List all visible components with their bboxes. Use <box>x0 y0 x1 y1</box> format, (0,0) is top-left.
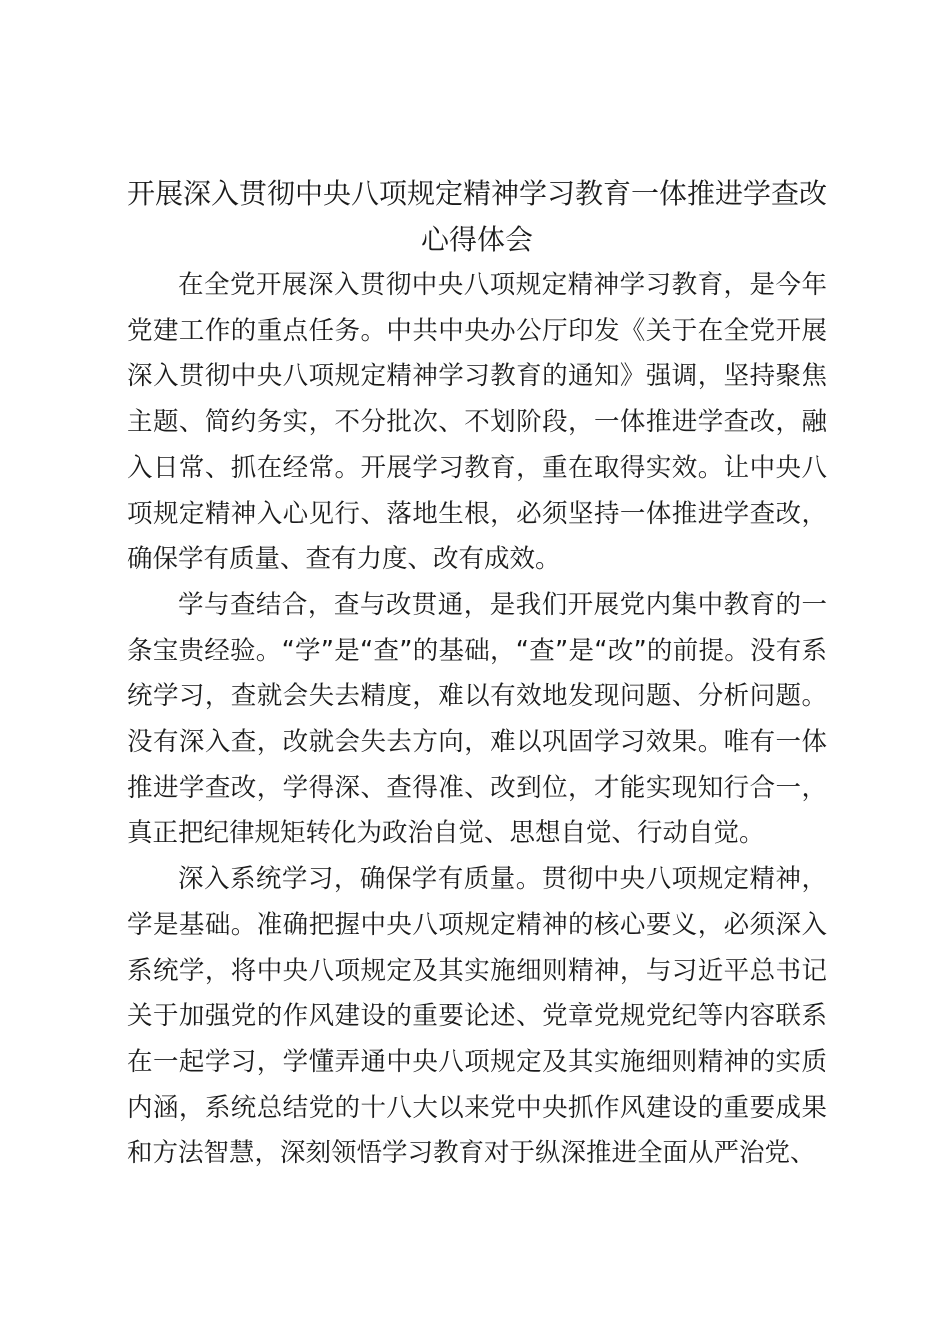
body-paragraph-3: 深入系统学习，确保学有质量。贯彻中央八项规定精神，学是基础。准确把握中央八项规定精神的核心要义，必须深入系统学，将中央八项规定及其实施细则精神，与习近平总书记关于加强党的作风建设的重要论述、党章党规党纪等内容联系在一起学习，学懂弄通中央八项规定及其实施细则精神的实质内涵，系统总结党的十八大以来党中央抓作风建设的重要成果和方法智慧，深刻领悟学习教育对于纵深推进全面从严治党、 <box>127 864 827 1169</box>
body-paragraph-1: 在全党开展深入贯彻中央八项规定精神学习教育，是今年党建工作的重点任务。中共中央办公厅印发《关于在全党开展深入贯彻中央八项规定精神学习教育的通知》强调，坚持聚焦主题、简约务实，不分批次、不划阶段，一体推进学查改，融入日常、抓在经常。开展学习教育，重在取得实效。让中央八项规定精神入心见行、落地生根，必须坚持一体推进学查改，确保学有质量、查有力度、改有成效。 <box>127 270 827 575</box>
body-paragraph-2: 学与查结合，查与改贯通，是我们开展党内集中教育的一条宝贵经验。“学”是“查”的基础，“查”是“改”的前提。没有系统学习，查就会失去精度，难以有效地发现问题、分析问题。没有深入查，改就会失去方向，难以巩固学习效果。唯有一体推进学查改，学得深、查得准、改到位，才能实现知行合一，真正把纪律规矩转化为政治自觉、思想自觉、行动自觉。 <box>127 589 827 849</box>
document-title: 开展深入贯彻中央八项规定精神学习教育一体推进学查改心得体会 <box>127 177 828 256</box>
document-page <box>127 171 827 1177</box>
